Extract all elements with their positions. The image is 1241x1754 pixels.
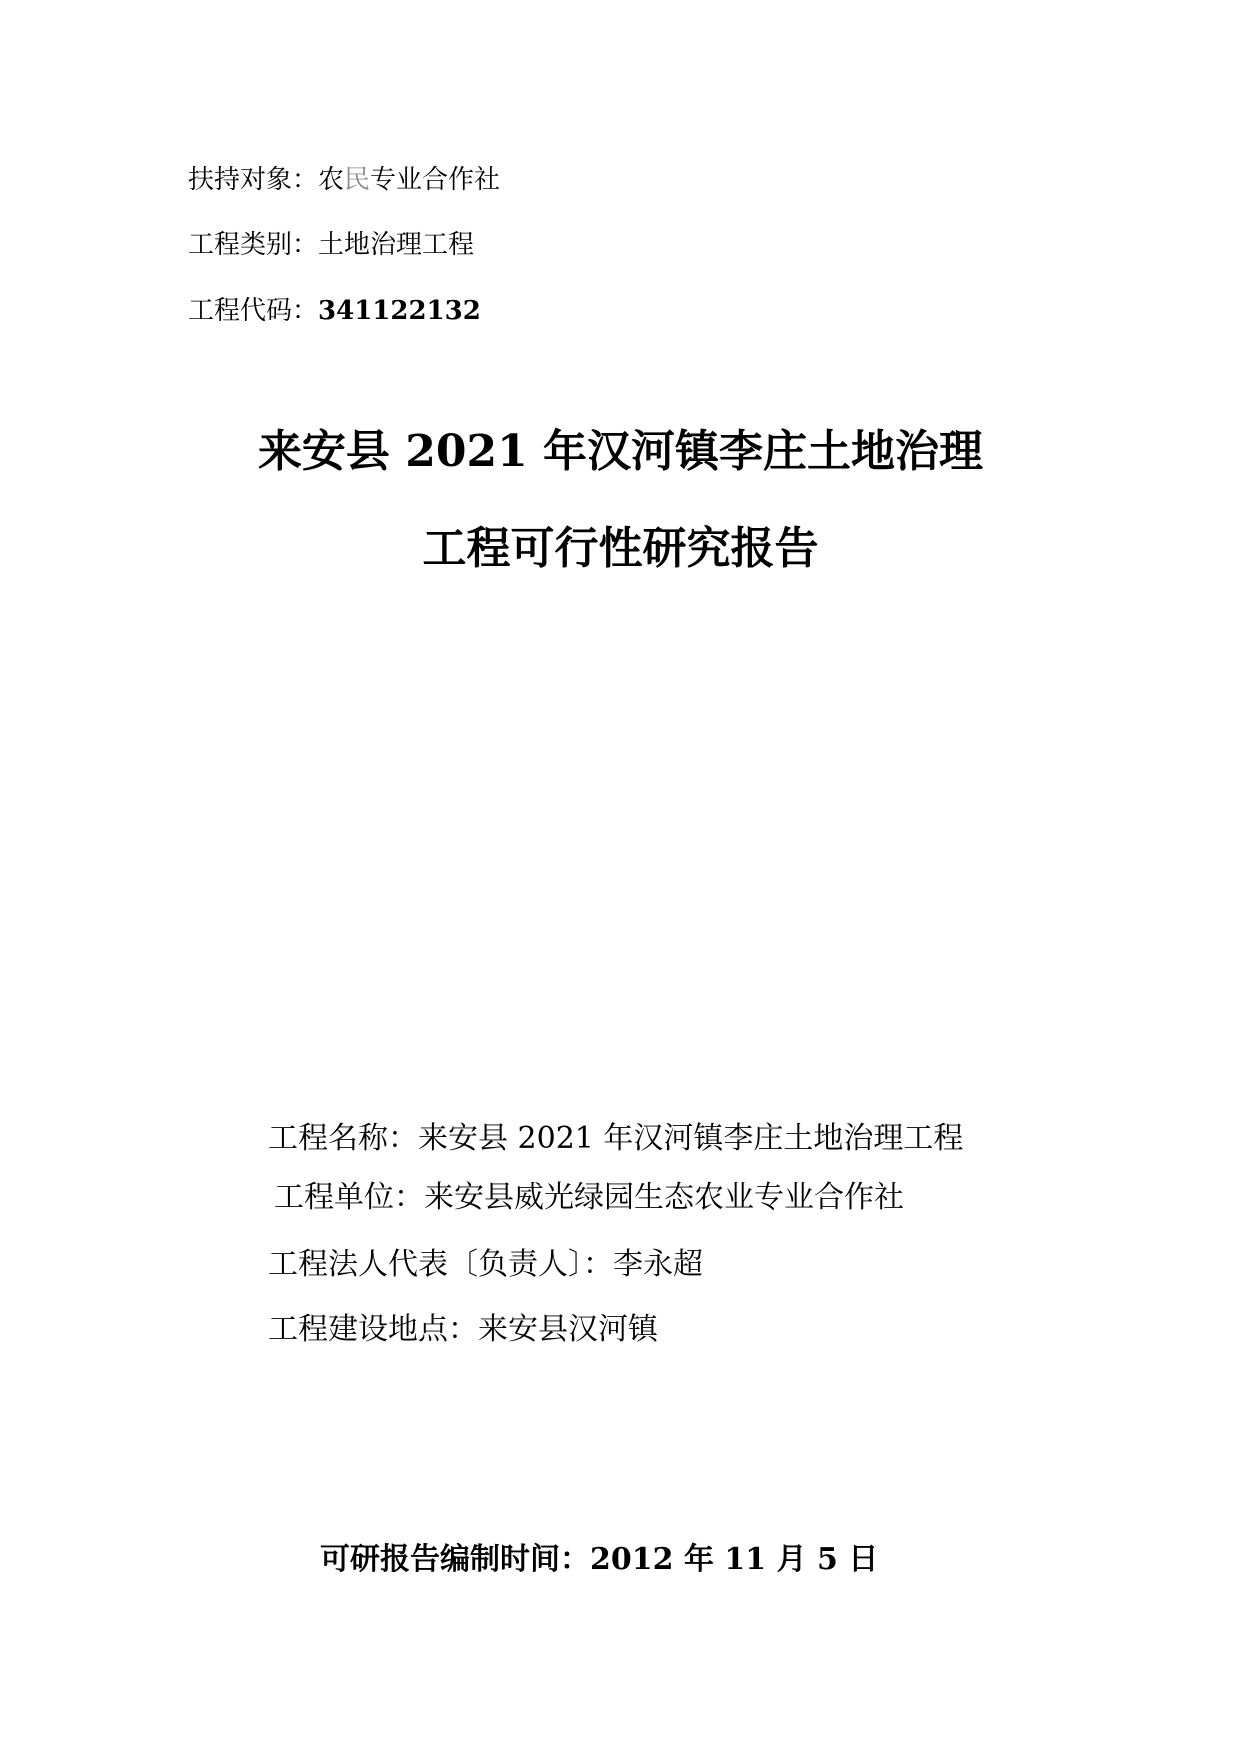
support-target-value-part2: 专业合作社 — [370, 165, 501, 195]
project-name-line — [268, 1121, 964, 1156]
project-unit-line — [274, 1180, 904, 1215]
support-target-value-part1: 农 — [318, 165, 345, 195]
project-name-label: 工程名称： — [268, 1121, 418, 1156]
compile-date-label: 可研报告编制时间： — [320, 1542, 590, 1577]
construction-site-label: 工程建设地点： — [268, 1312, 478, 1347]
support-target-line — [188, 167, 500, 193]
construction-site-value: 来安县汉河镇 — [478, 1312, 658, 1347]
project-code-line — [188, 298, 481, 324]
document-title-line1: 来安县 2021 年汉河镇李庄土地治理 — [257, 426, 984, 477]
support-target-value-faded: 民 — [344, 165, 371, 195]
legal-representative-value: 李永超 — [613, 1247, 703, 1282]
project-category-value: 土地治理工程 — [318, 230, 475, 260]
project-category-line — [188, 232, 474, 258]
support-target-label: 扶持对象： — [188, 165, 319, 195]
project-category-label: 工程类别： — [188, 230, 319, 260]
compile-date-line — [320, 1542, 879, 1577]
compile-date-value: 2012 年 11 月 5 日 — [590, 1542, 879, 1577]
project-unit-label: 工程单位： — [274, 1180, 424, 1215]
legal-representative-label: 工程法人代表〔负责人〕： — [268, 1247, 613, 1282]
project-unit-value: 来安县威光绿园生态农业专业合作社 — [424, 1180, 904, 1215]
project-code-label: 工程代码： — [188, 296, 319, 326]
project-code-value: 341122132 — [318, 296, 481, 326]
legal-representative-line — [268, 1247, 703, 1282]
project-name-value: 来安县 2021 年汉河镇李庄土地治理工程 — [418, 1121, 964, 1156]
construction-site-line — [268, 1312, 658, 1347]
document-title-line2: 工程可行性研究报告 — [422, 523, 819, 574]
